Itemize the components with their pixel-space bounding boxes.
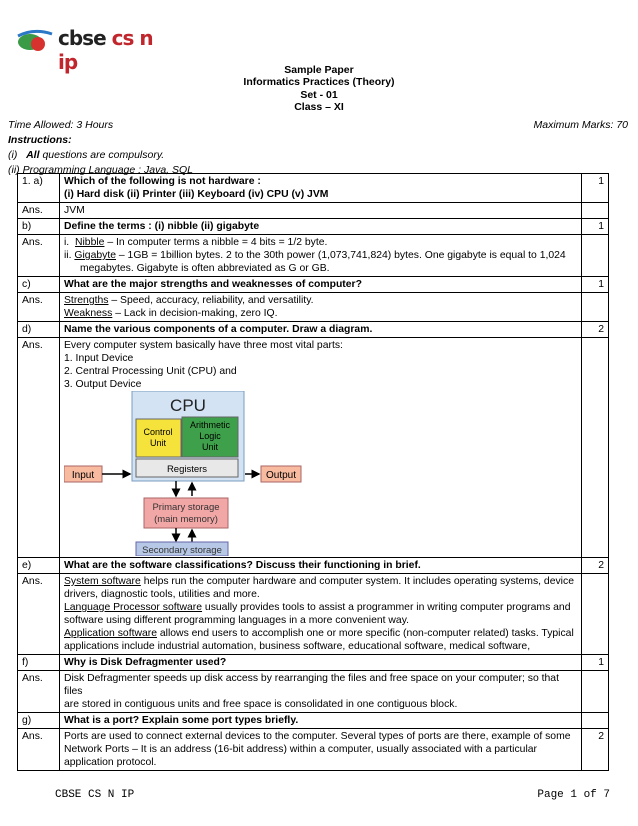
maximum-marks: Maximum Marks: 70 <box>533 119 628 131</box>
questions-table <box>17 173 609 771</box>
primary-storage-label-2: (main memory) <box>154 514 218 525</box>
question-number: g) <box>18 713 60 729</box>
answer-label: Ans. <box>18 338 60 558</box>
answer-row <box>18 203 609 219</box>
answer-label: Ans. <box>18 729 60 771</box>
answer-row <box>18 574 609 655</box>
answer-text: JVM <box>60 203 582 219</box>
answer-label: Ans. <box>18 671 60 713</box>
secondary-storage-label: Secondary storage <box>142 545 222 556</box>
page-footer <box>55 789 610 801</box>
subject-line: Informatics Practices (Theory) <box>243 76 395 89</box>
question-number: c) <box>18 277 60 293</box>
output-label: Output <box>265 470 297 481</box>
question-text: Which of the following is not hardware : (i) Hard disk (ii) Printer (iii) Keyboard (iv) CPU (v) JVM <box>60 174 582 203</box>
title-line: Sample Paper <box>284 64 354 76</box>
question-row <box>18 655 609 671</box>
question-marks: 1 <box>582 219 609 235</box>
question-text: Name the various components of a computer. Draw a diagram. <box>60 322 582 338</box>
answer-row <box>18 293 609 322</box>
page-number: Page 1 of 7 <box>537 789 610 801</box>
logo-icon <box>14 26 58 54</box>
input-label: Input <box>71 470 95 481</box>
class-line: Class – XI <box>294 101 344 114</box>
answer-row <box>18 235 609 277</box>
answer-text: System software helps run the computer hardware and computer system. It includes operating systems, device drivers, diagnostic tools, utilities and more. Language Processor software usually provides tools to assist a programmer in writing computer programs and software using different programming languages in a more convenient way. Application software allows end users to accomplish one or more specific (non-computer related) tasks. Typical applications include industrial automation, business software, educational software, medical software, <box>60 574 582 655</box>
question-number: e) <box>18 558 60 574</box>
answer-row <box>18 338 609 558</box>
question-marks: 1 <box>582 655 609 671</box>
question-text: What is a port? Explain some port types briefly. <box>60 713 582 729</box>
answer-label: Ans. <box>18 203 60 219</box>
question-row <box>18 558 609 574</box>
question-number: d) <box>18 322 60 338</box>
footer-source: CBSE CS N IP <box>55 789 135 801</box>
question-marks: 2 <box>582 322 609 338</box>
alu-label-1: Arithmetic <box>189 420 231 430</box>
question-marks: 1 <box>582 277 609 293</box>
question-number: 1. a) <box>18 174 60 203</box>
question-number: f) <box>18 655 60 671</box>
control-unit-label-2: Unit <box>149 438 167 448</box>
question-marks: 2 <box>582 729 609 771</box>
answer-label: Ans. <box>18 235 60 277</box>
question-row <box>18 219 609 235</box>
computer-diagram <box>64 391 314 556</box>
answer-text: i. Nibble – In computer terms a nibble = 4 bits = 1/2 byte. ii. Gigabyte – 1GB = 1billion bytes. 2 to the 30th power (1,073,741,824) bytes. One gigabyte is equal to 1,024 megabytes. Gigabyte is often abbreviated as G or GB. <box>60 235 582 277</box>
logo <box>14 26 174 74</box>
alu-label-2: Logic <box>199 431 221 441</box>
answer-text: Disk Defragmenter speeds up disk access by rearranging the files and free space on your computer; so that files are stored in contiguous units and free space is consolidated in one contiguous block. <box>60 671 582 713</box>
question-text: What are the software classifications? Discuss their functioning in brief. <box>60 558 582 574</box>
question-row <box>18 277 609 293</box>
answer-row <box>18 729 609 771</box>
question-number: b) <box>18 219 60 235</box>
question-row <box>18 322 609 338</box>
registers-label: Registers <box>166 464 208 475</box>
instructions-heading: Instructions: <box>8 134 72 146</box>
question-text: Define the terms : (i) nibble (ii) gigabyte <box>60 219 582 235</box>
paper-meta <box>8 118 628 178</box>
answer-row <box>18 671 609 713</box>
instruction-2: (ii) Programming Language : Java, SQL <box>8 164 194 176</box>
answer-text: Every computer system basically have three most vital parts: 1. Input Device 2. Central Processing Unit (CPU) and 3. Output Device CPU Control Unit Arithmetic Logic Unit Registers Input Output Primary storage (main memory) Secondary storage <box>60 338 582 558</box>
answer-label: Ans. <box>18 574 60 655</box>
answer-label: Ans. <box>18 293 60 322</box>
primary-storage-label: Primary storage <box>152 502 220 513</box>
title-block <box>0 64 638 114</box>
question-text: What are the major strengths and weaknesses of computer? <box>60 277 582 293</box>
answer-text: Strengths – Speed, accuracy, reliability, and versatility. Weakness – Lack in decision-making, zero IQ. <box>60 293 582 322</box>
control-unit-label: Control <box>143 427 173 437</box>
instruction-1: (i) All questions are compulsory. <box>8 149 165 161</box>
time-allowed: Time Allowed: 3 Hours <box>8 119 114 131</box>
alu-label-3: Unit <box>201 442 219 452</box>
question-marks: 2 <box>582 558 609 574</box>
question-row <box>18 174 609 203</box>
question-marks: 1 <box>582 174 609 203</box>
set-line: Set - 01 <box>300 88 338 101</box>
question-row <box>18 713 609 729</box>
cpu-label: CPU <box>170 396 206 415</box>
answer-text: Ports are used to connect external devices to the computer. Several types of ports are there, example of some Network Ports – It is an address (16-bit address) within a computer, usually associated with a particular application protocol. <box>60 729 582 771</box>
question-text: Why is Disk Defragmenter used? <box>60 655 582 671</box>
logo-text: cbse cs n ip <box>58 26 153 74</box>
